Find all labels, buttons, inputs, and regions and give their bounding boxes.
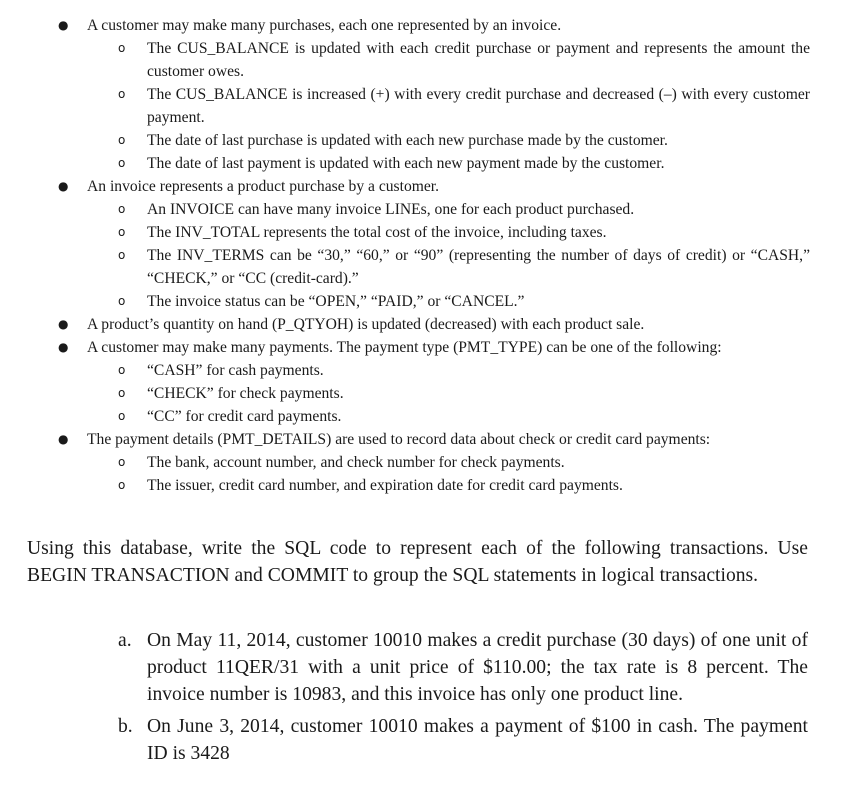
- sub-list-item: [0, 382, 867, 405]
- requirements-list: [0, 14, 867, 497]
- list-item-text: The payment details (PMT_DETAILS) are used to record data about check or credit card payments:: [87, 431, 711, 448]
- circle-bullet-icon: o: [118, 455, 126, 469]
- sub-list-item: [0, 359, 867, 382]
- sub-list-item: [0, 152, 867, 175]
- circle-bullet-icon: o: [118, 225, 126, 239]
- sub-list-item-text: The date of last purchase is updated with each new purchase made by the customer.: [147, 132, 668, 149]
- sub-list-item: [0, 244, 867, 290]
- sub-list-item: [0, 451, 867, 474]
- bullet-icon: ●: [58, 432, 69, 446]
- circle-bullet-icon: o: [118, 294, 126, 308]
- sub-list-item: [0, 37, 867, 83]
- circle-bullet-icon: o: [118, 202, 126, 216]
- circle-bullet-icon: o: [118, 156, 126, 170]
- sub-list-item-text: The invoice status can be “OPEN,” “PAID,” or “CANCEL.”: [147, 293, 525, 310]
- sub-list-item: [0, 405, 867, 428]
- sub-list-item: [0, 221, 867, 244]
- circle-bullet-icon: o: [118, 409, 126, 423]
- list-item-text: An invoice represents a product purchase by a customer.: [87, 178, 440, 195]
- sub-list-item-text: The INV_TERMS can be “30,” “60,” or “90” (representing the number of days of credit) or “CASH,” “CHECK,” or “CC (credit-card).”: [147, 247, 810, 287]
- list-item-text: A customer may make many purchases, each one represented by an invoice.: [87, 17, 562, 34]
- transaction-text: On June 3, 2014, customer 10010 makes a payment of $100 in cash. The payment ID is 3428: [147, 716, 808, 764]
- transaction-letter: a.: [118, 630, 132, 651]
- circle-bullet-icon: o: [118, 386, 126, 400]
- sub-list-item: [0, 129, 867, 152]
- list-item-text: A product’s quantity on hand (P_QTYOH) is updated (decreased) with each product sale.: [87, 316, 645, 333]
- circle-bullet-icon: o: [118, 133, 126, 147]
- circle-bullet-icon: o: [118, 41, 126, 55]
- transaction-item-a: [0, 627, 867, 708]
- transactions-list: [0, 627, 867, 772]
- sub-list-item: [0, 198, 867, 221]
- sub-list-item-text: The date of last payment is updated with each new payment made by the customer.: [147, 155, 665, 172]
- instructions-paragraph: Using this database, write the SQL code to represent each of the following transactions. Use BEGIN TRANSACTION and COMMIT to group the SQL statements in logical transactions.: [27, 538, 808, 586]
- circle-bullet-icon: o: [118, 478, 126, 492]
- circle-bullet-icon: o: [118, 363, 126, 377]
- circle-bullet-icon: o: [118, 87, 126, 101]
- sub-list-item-text: “CC” for credit card payments.: [147, 408, 342, 425]
- transaction-text: On May 11, 2014, customer 10010 makes a credit purchase (30 days) of one unit of product 11QER/31 with a unit price of $110.00; the tax rate is 8 percent. The invoice number is 10983, and this invoice has only one product line.: [147, 630, 808, 705]
- circle-bullet-icon: o: [118, 248, 126, 262]
- transaction-letter: b.: [118, 716, 133, 737]
- sub-list-item-text: “CHECK” for check payments.: [147, 385, 344, 402]
- bullet-icon: ●: [58, 18, 69, 32]
- list-item: [0, 428, 867, 451]
- sub-list-item-text: The CUS_BALANCE is increased (+) with every credit purchase and decreased (–) with every customer payment.: [147, 86, 810, 126]
- sub-list-item: [0, 83, 867, 129]
- bullet-icon: ●: [58, 317, 69, 331]
- sub-list-item: [0, 290, 867, 313]
- transaction-item-b: [0, 713, 867, 767]
- sub-list-item-text: The issuer, credit card number, and expiration date for credit card payments.: [147, 477, 623, 494]
- list-item: [0, 175, 867, 198]
- sub-list-item: [0, 474, 867, 497]
- bullet-icon: ●: [58, 340, 69, 354]
- sub-list-item-text: The CUS_BALANCE is updated with each credit purchase or payment and represents the amount the customer owes.: [147, 40, 810, 80]
- sub-list-item-text: An INVOICE can have many invoice LINEs, one for each product purchased.: [147, 201, 635, 218]
- sub-list-item-text: The INV_TOTAL represents the total cost of the invoice, including taxes.: [147, 224, 607, 241]
- sub-list-item-text: “CASH” for cash payments.: [147, 362, 324, 379]
- list-item: [0, 14, 867, 37]
- list-item: [0, 336, 867, 359]
- list-item: [0, 313, 867, 336]
- bullet-icon: ●: [58, 179, 69, 193]
- list-item-text: A customer may make many payments. The payment type (PMT_TYPE) can be one of the following:: [87, 339, 722, 356]
- sub-list-item-text: The bank, account number, and check number for check payments.: [147, 454, 565, 471]
